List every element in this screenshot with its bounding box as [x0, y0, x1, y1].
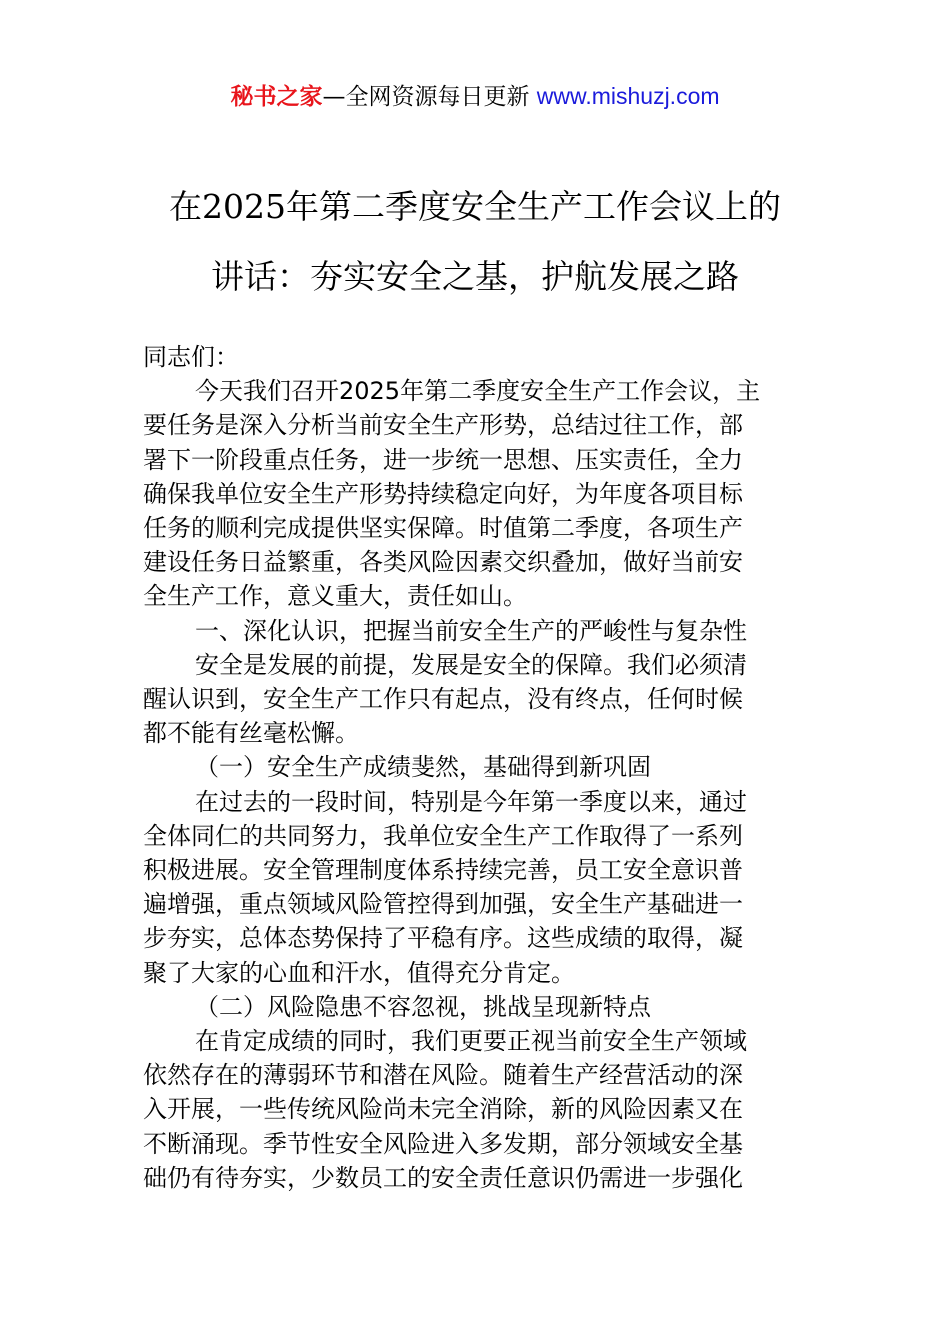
- paragraph-line: 任务的顺利完成提供坚实保障。时值第二季度，各项生产: [143, 514, 743, 543]
- paragraph-line: 都不能有丝毫松懈。: [143, 719, 359, 748]
- salutation: 同志们：: [143, 343, 239, 371]
- paragraph-line: 建设任务日益繁重，各类风险因素交织叠加，做好当前安: [143, 548, 743, 577]
- paragraph-line: 入开展，一些传统风险尚未完全消除，新的风险因素又在: [143, 1095, 743, 1124]
- paragraph-line: 全体同仁的共同努力，我单位安全生产工作取得了一系列: [143, 821, 743, 850]
- subsection-heading: （一）安全生产成绩斐然，基础得到新巩固: [195, 753, 651, 782]
- paragraph-line: 积极进展。安全管理制度体系持续完善，员工安全意识普: [143, 856, 743, 885]
- paragraph-line: 醒认识到，安全生产工作只有起点，没有终点，任何时候: [143, 685, 743, 714]
- site-tagline: —全网资源每日更新: [322, 84, 537, 110]
- paragraph-line: 要任务是深入分析当前安全生产形势，总结过往工作，部: [143, 411, 743, 440]
- paragraph-line: 步夯实，总体态势保持了平稳有序。这些成绩的取得，凝: [143, 924, 743, 953]
- title-line-1: 在2025年第二季度安全生产工作会议上的: [169, 187, 781, 226]
- section-heading: 一、深化认识，把握当前安全生产的严峻性与复杂性: [195, 616, 747, 645]
- paragraph-line: 础仍有待夯实，少数员工的安全责任意识仍需进一步强化: [143, 1163, 743, 1192]
- paragraph-line: 在肯定成绩的同时，我们更要正视当前安全生产领域: [195, 1027, 747, 1056]
- subsection-heading: （二）风险隐患不容忽视，挑战呈现新特点: [195, 992, 651, 1021]
- document-body: [143, 340, 808, 1195]
- paragraph-line: 确保我单位安全生产形势持续稳定向好，为年度各项目标: [143, 479, 743, 508]
- site-brand: 秘书之家: [230, 84, 323, 110]
- paragraph-line: 署下一阶段重点任务，进一步统一思想、压实责任，全力: [143, 445, 743, 474]
- paragraph-line: 今天我们召开2025年第二季度安全生产工作会议，主: [195, 377, 761, 406]
- paragraph-line: 不断涌现。季节性安全风险进入多发期，部分领域安全基: [143, 1129, 743, 1158]
- document-title: [100, 172, 850, 312]
- site-url-link[interactable]: www.mishuzj.com: [536, 83, 720, 109]
- title-line-2: 讲话：夯实安全之基，护航发展之路: [211, 257, 739, 296]
- paragraph-line: 依然存在的薄弱环节和潜在风险。随着生产经营活动的深: [143, 1061, 743, 1090]
- paragraph-line: 在过去的一段时间，特别是今年第一季度以来，通过: [195, 787, 747, 816]
- paragraph-line: 安全是发展的前提，发展是安全的保障。我们必须清: [195, 650, 747, 679]
- paragraph-line: 聚了大家的心血和汗水，值得充分肯定。: [143, 958, 575, 987]
- paragraph-line: 遍增强，重点领域风险管控得到加强，安全生产基础进一: [143, 890, 743, 919]
- site-header: [0, 80, 950, 113]
- paragraph-line: 全生产工作，意义重大，责任如山。: [143, 582, 527, 611]
